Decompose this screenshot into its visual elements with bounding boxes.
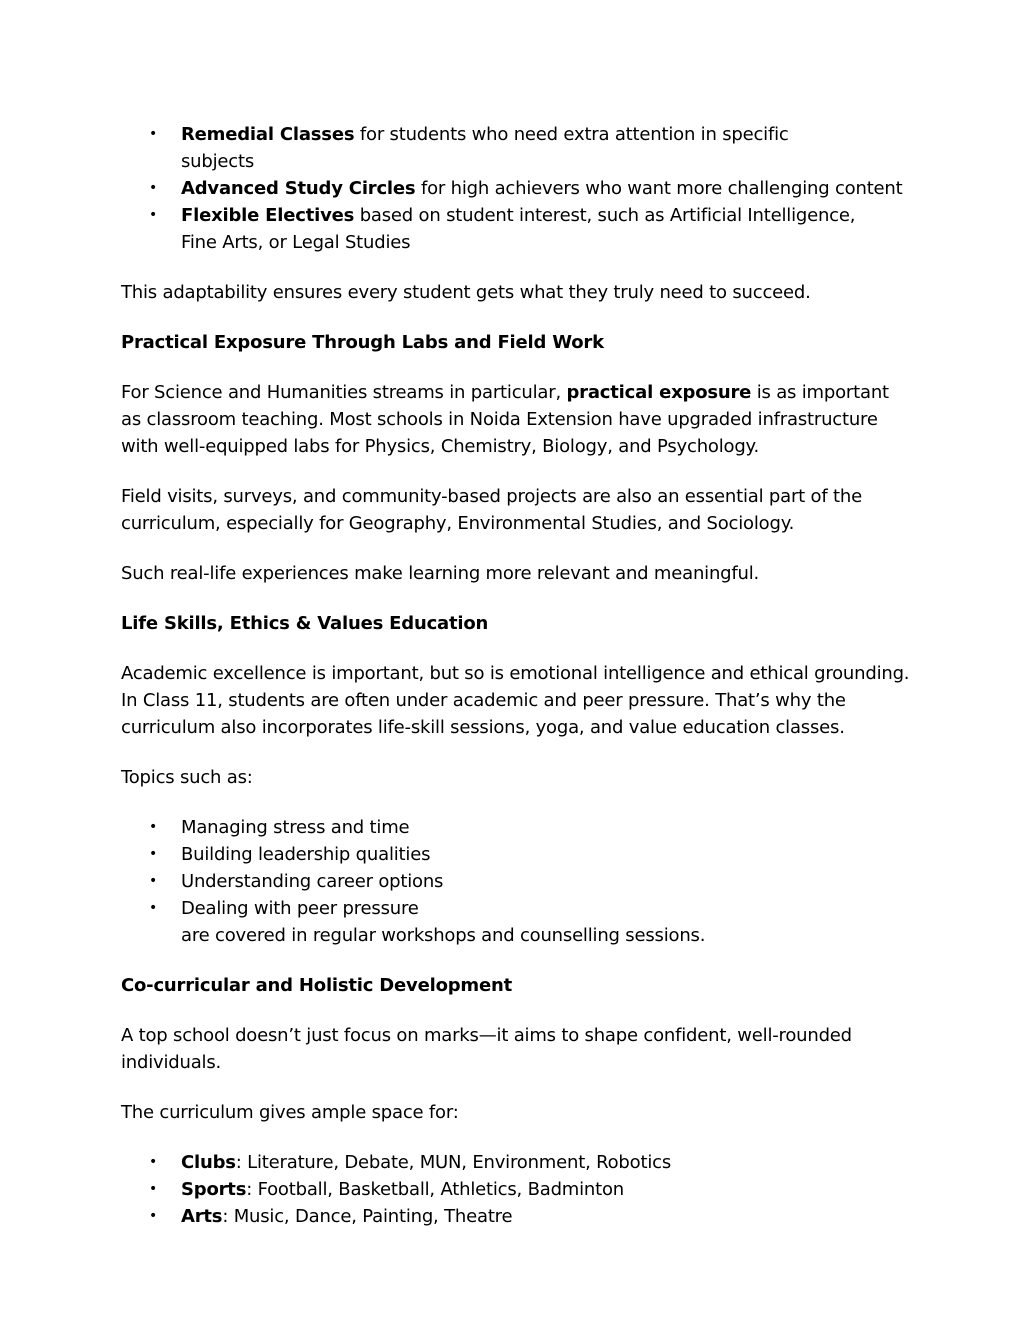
list-item-text: Dealing with peer pressure	[181, 898, 419, 919]
bullet-icon: •	[149, 207, 158, 223]
list-item	[121, 202, 911, 256]
bullet-icon: •	[149, 1154, 158, 1170]
list-item-text: Understanding career options	[181, 871, 444, 892]
list-item	[121, 1176, 911, 1203]
paragraph-top-school: A top school doesn’t just focus on marks—it aims to shape confident, well-rounded individuals.	[121, 1025, 852, 1073]
list-item	[121, 1149, 911, 1176]
list-item	[121, 895, 911, 922]
list-item-bold: Sports	[181, 1179, 247, 1200]
paragraph-text: For Science and Humanities streams in particular,	[121, 382, 567, 403]
document-page	[121, 121, 911, 1253]
bullet-icon: •	[149, 873, 158, 889]
list-item-text: : Football, Basketball, Athletics, Badminton	[246, 1179, 625, 1200]
paragraph-ample-space: The curriculum gives ample space for:	[121, 1102, 459, 1123]
bullet-icon: •	[149, 900, 158, 916]
list-item-bold: Remedial Classes	[181, 124, 355, 145]
list-item-text: Building leadership qualities	[181, 844, 431, 865]
program-options-list	[121, 121, 911, 256]
activities-list	[121, 1149, 911, 1230]
list-item-text: based on student interest, such as Artificial Intelligence, Fine Arts, or Legal Studies	[181, 205, 856, 253]
list-item	[121, 814, 911, 841]
list-item-text: : Music, Dance, Painting, Theatre	[222, 1206, 513, 1227]
list-item-text: for students who need extra attention in specific subjects	[181, 124, 789, 172]
bullet-icon: •	[149, 1181, 158, 1197]
bullet-icon: •	[149, 126, 158, 142]
paragraph-academic: Academic excellence is important, but so is emotional intelligence and ethical grounding. In Class 11, students are often under academic and peer pressure. That’s why the curriculum also incorporates life-skill sessions, yoga, and value education classes.	[121, 663, 910, 738]
bullet-icon: •	[149, 846, 158, 862]
list-item	[121, 841, 911, 868]
section-heading-practical: Practical Exposure Through Labs and Field Work	[121, 332, 604, 353]
section-heading-cocurricular: Co-curricular and Holistic Development	[121, 975, 513, 996]
list-item	[121, 868, 911, 895]
topics-list	[121, 814, 911, 949]
list-item-bold: Advanced Study Circles	[181, 178, 416, 199]
list-continuation-text: are covered in regular workshops and counselling sessions.	[181, 925, 706, 946]
paragraph-adaptability: This adaptability ensures every student gets what they truly need to succeed.	[121, 282, 811, 303]
paragraph-science	[121, 379, 911, 460]
bullet-icon: •	[149, 1208, 158, 1224]
list-item-text: : Literature, Debate, MUN, Environment, Robotics	[235, 1152, 672, 1173]
list-item-text: for high achievers who want more challenging content	[415, 178, 903, 199]
paragraph-real-life: Such real-life experiences make learning more relevant and meaningful.	[121, 563, 760, 584]
section-heading-life-skills: Life Skills, Ethics & Values Education	[121, 613, 489, 634]
paragraph-bold: practical exposure	[566, 382, 752, 403]
list-item-bold: Flexible Electives	[181, 205, 355, 226]
bullet-icon: •	[149, 819, 158, 835]
list-item-bold: Clubs	[181, 1152, 236, 1173]
bullet-icon: •	[149, 180, 158, 196]
list-item	[121, 1203, 911, 1230]
paragraph-text: is as important as classroom teaching. Most schools in Noida Extension have upgraded infrastructure with well-equipped labs for Physics, Chemistry, Biology, and Psychology.	[121, 382, 889, 457]
list-item-bold: Arts	[181, 1206, 223, 1227]
list-item	[121, 175, 911, 202]
list-item	[121, 121, 911, 175]
paragraph-field-visits: Field visits, surveys, and community-based projects are also an essential part of the curriculum, especially for Geography, Environmental Studies, and Sociology.	[121, 486, 862, 534]
paragraph-topics: Topics such as:	[121, 767, 253, 788]
list-item-text: Managing stress and time	[181, 817, 410, 838]
